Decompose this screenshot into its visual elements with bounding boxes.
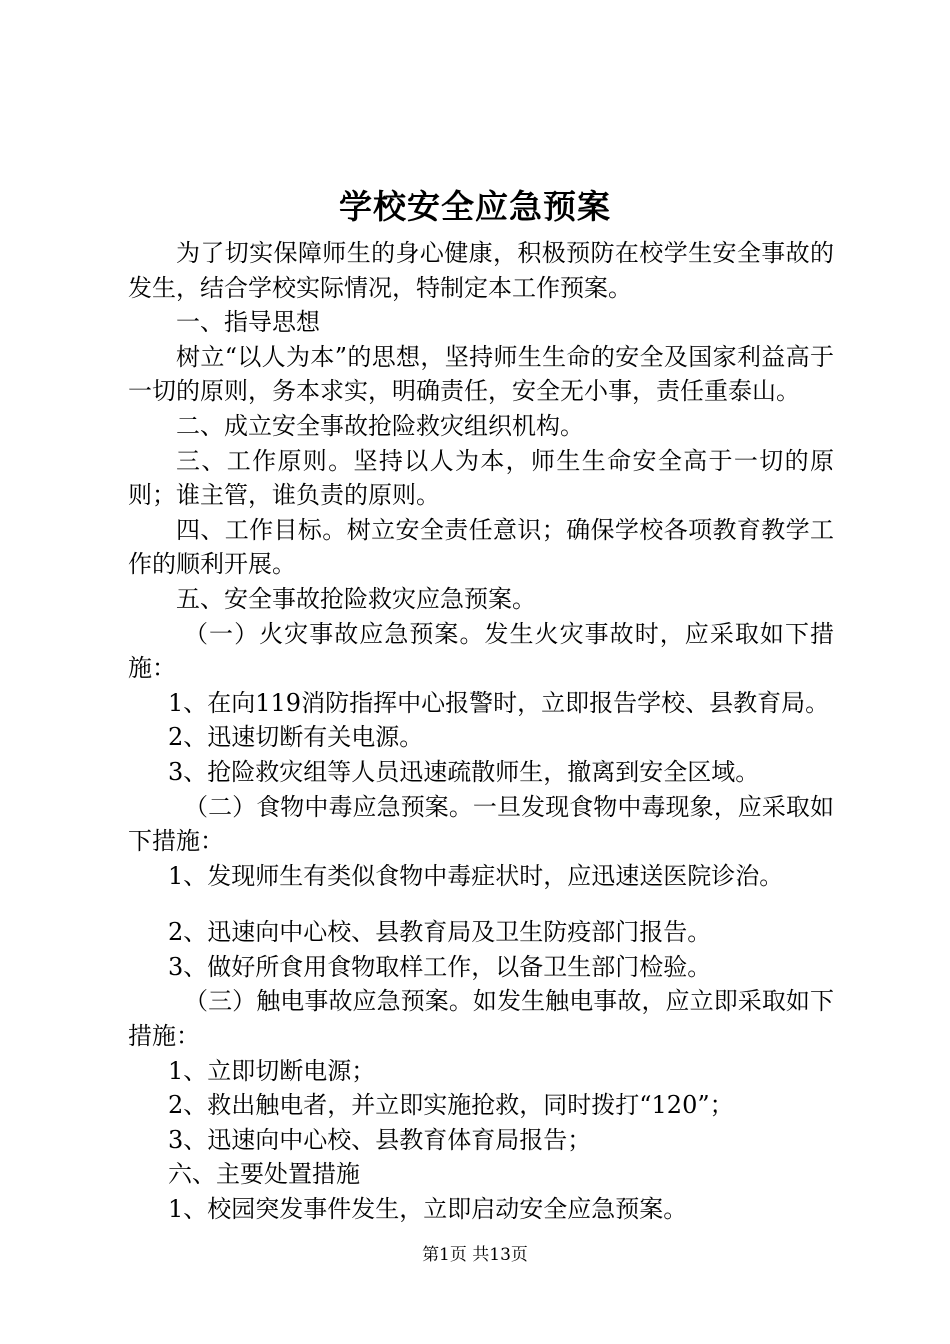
heading-guiding-ideology: 一、指导思想 (176, 308, 320, 337)
paragraph-work-principles: 三、工作原则。坚持以人为本，师生生命安全高于一切的原则；谁主管，谁负责的原则。 (128, 446, 834, 510)
paragraph-fire-plan: （一）火灾事故应急预案。发生火灾事故时，应采取如下措施： (128, 619, 834, 683)
list-item-fire-2: 2、迅速切断有关电源。 (168, 723, 424, 752)
list-item-food-2: 2、迅速向中心校、县教育局及卫生防疫部门报告。 (168, 918, 712, 947)
paragraph-work-goals: 四、工作目标。树立安全责任意识；确保学校各项教育教学工作的顺利开展。 (128, 515, 834, 579)
list-item-measures-1: 1、校园突发事件发生，立即启动安全应急预案。 (168, 1195, 688, 1224)
paragraph-intro: 为了切实保障师生的身心健康，积极预防在校学生安全事故的发生，结合学校实际情况，特制定本工作预案。 (128, 239, 834, 302)
list-item-fire-3: 3、抢险救灾组等人员迅速疏散师生，撤离到安全区域。 (168, 757, 760, 786)
paragraph-electric-shock-plan: （三）触电事故应急预案。如发生触电事故，应立即采取如下措施： (128, 987, 834, 1051)
list-item-shock-2: 2、救出触电者，并立即实施抢救，同时拨打“120”； (168, 1091, 734, 1120)
list-item-shock-3: 3、迅速向中心校、县教育体育局报告； (168, 1125, 592, 1154)
list-item-food-3: 3、做好所食用食物取样工作，以备卫生部门检验。 (168, 952, 712, 981)
paragraph-food-poisoning-plan: （二）食物中毒应急预案。一旦发现食物中毒现象，应采取如下措施： (128, 792, 834, 856)
document-body (128, 236, 834, 1227)
paragraph-guiding-ideology: 树立“以人为本”的思想，坚持师生生命的安全及国家利益高于一切的原则，务本求实，明确责任，安全无小事，责任重泰山。 (128, 342, 834, 406)
list-item-food-1: 1、发现师生有类似食物中毒症状时，应迅速送医院诊治。 (168, 861, 784, 890)
list-item-shock-1: 1、立即切断电源； (168, 1056, 376, 1085)
page-number-footer: 第1页 共13页 (422, 1245, 528, 1265)
heading-organization: 二、成立安全事故抢险救灾组织机构。 (176, 411, 584, 440)
heading-emergency-plans: 五、安全事故抢险救灾应急预案。 (176, 584, 536, 613)
document-title: 学校安全应急预案 (339, 187, 611, 226)
list-item-fire-1: 1、在向119消防指挥中心报警时，立即报告学校、县教育局。 (168, 688, 830, 717)
blank-line (128, 893, 834, 915)
heading-main-measures: 六、主要处置措施 (168, 1160, 360, 1189)
